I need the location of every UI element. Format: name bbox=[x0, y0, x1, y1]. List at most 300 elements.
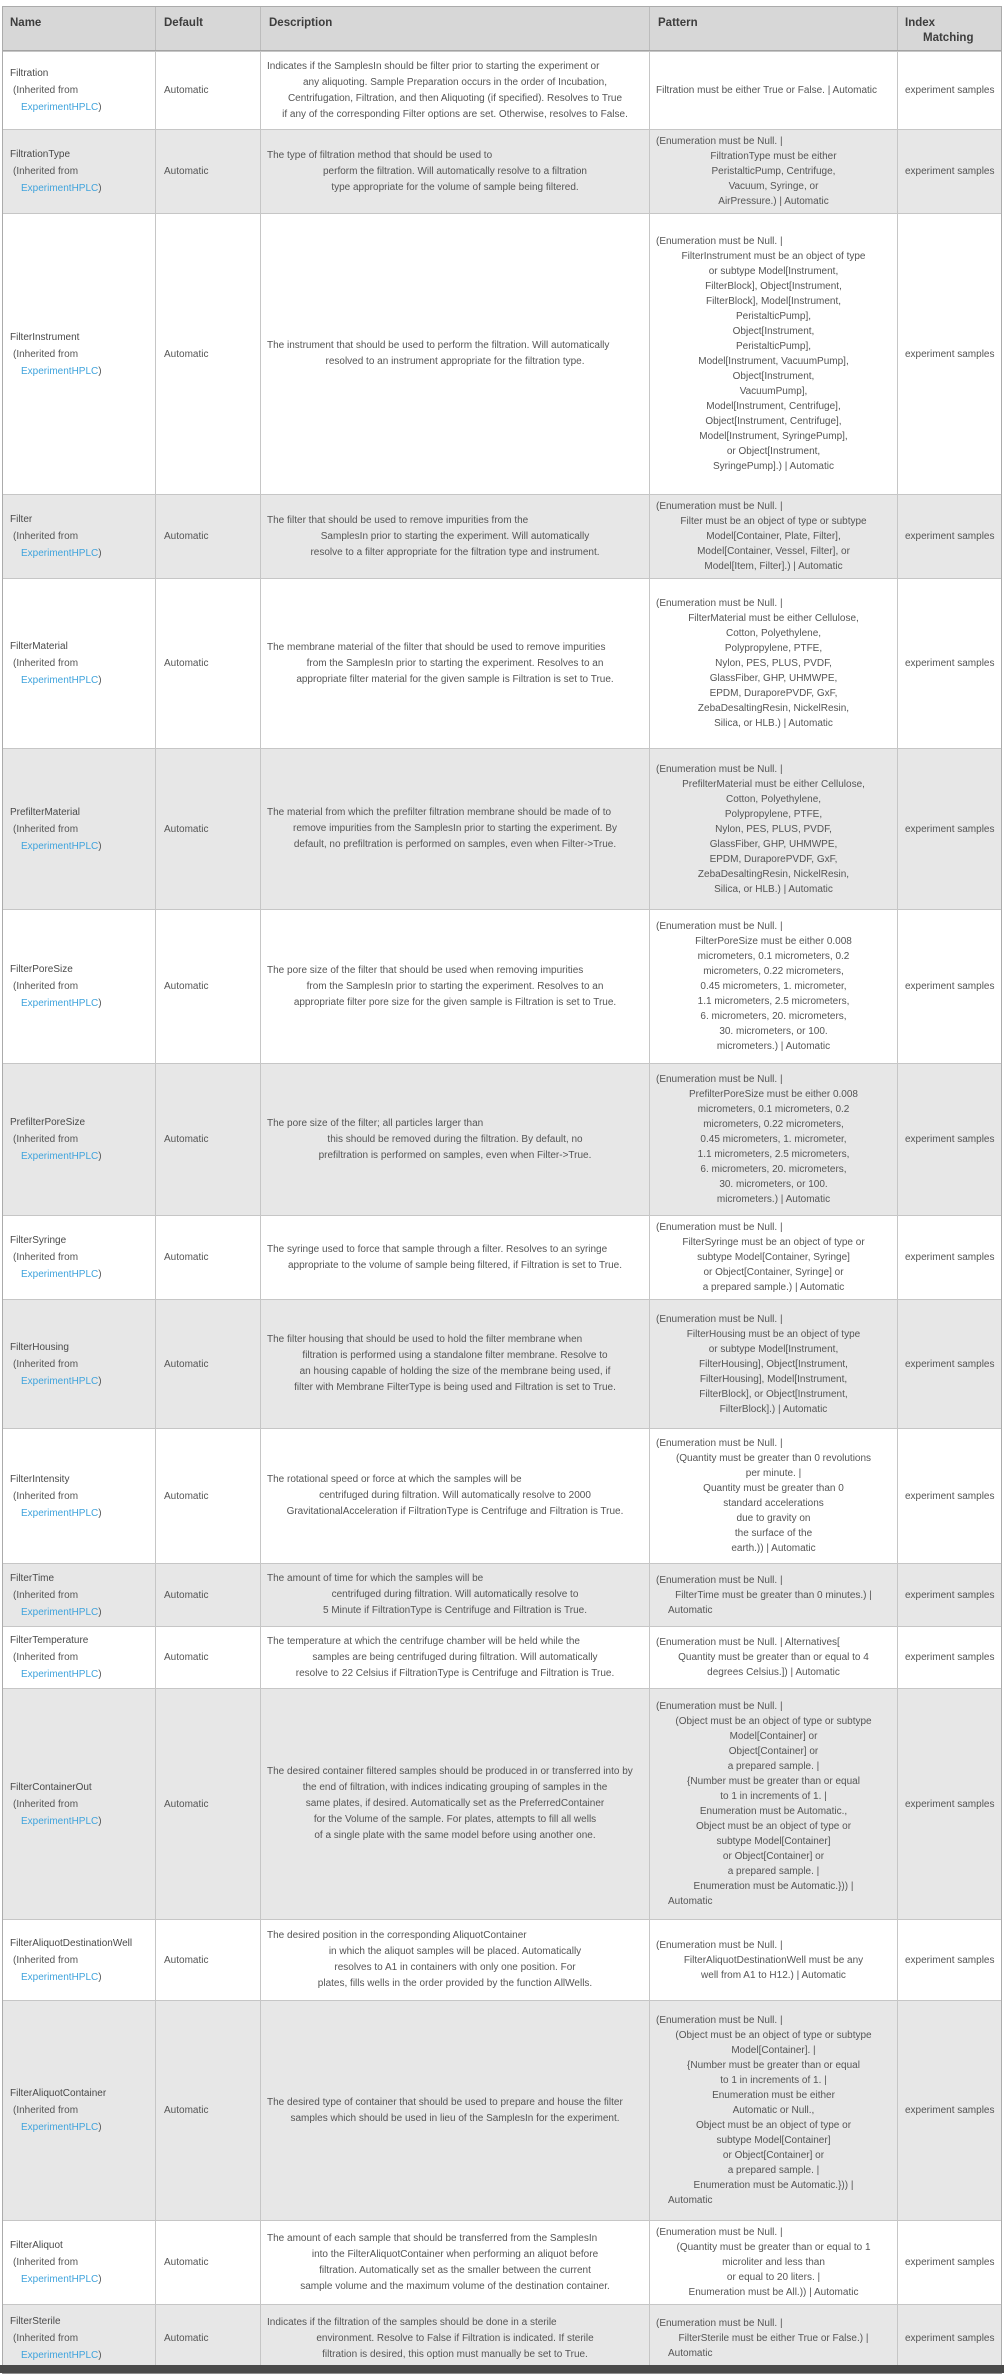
text-line: Indicates if the SamplesIn should be filter prior to starting the experiment or bbox=[267, 60, 600, 72]
text-line: a prepared sample. | bbox=[727, 1761, 820, 1772]
option-name: FilterSterile bbox=[10, 2316, 61, 2327]
text-line: PeristalticPump, Centrifuge, bbox=[711, 166, 836, 177]
pattern-cell bbox=[650, 2305, 898, 2372]
option-name-cell bbox=[3, 52, 156, 129]
option-name: FilterAliquot bbox=[10, 2240, 63, 2251]
option-name-cell bbox=[3, 2001, 156, 2220]
inherited-from-label: (Inherited from bbox=[13, 658, 79, 669]
inherited-from-line bbox=[10, 363, 149, 380]
text-line: The syringe used to force that sample through a filter. Resolves to an syringe bbox=[267, 1243, 608, 1255]
text-line: Automatic bbox=[668, 2348, 713, 2359]
text-line: prefiltration is performed on samples, even when Filter->True. bbox=[318, 1149, 592, 1161]
description-cell bbox=[261, 1429, 650, 1563]
bottom-scrollbar[interactable] bbox=[0, 2365, 1004, 2373]
default-cell bbox=[156, 1920, 261, 2000]
text-line: Filtration must be either True or False. | Automatic bbox=[656, 85, 878, 96]
inherited-from-line bbox=[10, 672, 149, 689]
table-row bbox=[3, 1563, 1001, 1626]
column-header-index-matching bbox=[898, 7, 1001, 50]
default-value: Automatic bbox=[164, 85, 209, 96]
experiment-hplc-link[interactable]: ExperimentHPLC bbox=[21, 1151, 99, 1162]
table-row bbox=[3, 1626, 1001, 1688]
description-cell bbox=[261, 1689, 650, 1919]
text-line: type appropriate for the volume of sample being filtered. bbox=[331, 181, 579, 193]
description-cell bbox=[261, 130, 650, 213]
option-name-cell bbox=[3, 214, 156, 494]
text-line: (Enumeration must be Null. | bbox=[656, 1701, 783, 1712]
default-value: Automatic bbox=[164, 658, 209, 669]
pattern-cell bbox=[650, 1064, 898, 1215]
text-line: Quantity must be greater than or equal to 4 bbox=[678, 1652, 869, 1663]
experiment-hplc-link[interactable]: ExperimentHPLC bbox=[21, 102, 99, 113]
experiment-hplc-link[interactable]: ExperimentHPLC bbox=[21, 183, 99, 194]
index-matching-cell bbox=[898, 1627, 1001, 1688]
inherited-from-line bbox=[10, 180, 149, 197]
text-line: Object must be an object of type or bbox=[695, 2120, 852, 2131]
inherited-from-label: (Inherited from bbox=[13, 166, 79, 177]
text-line: from the SamplesIn prior to starting the experiment. Resolves to an bbox=[306, 657, 604, 669]
text-line: Quantity must be greater than 0 bbox=[703, 1483, 844, 1494]
table-header-row bbox=[3, 7, 1001, 51]
experiment-hplc-link[interactable]: ExperimentHPLC bbox=[21, 1269, 99, 1280]
pattern-cell bbox=[650, 1564, 898, 1626]
text-line: Object[Instrument, bbox=[732, 371, 815, 382]
text-line: this should be removed during the filtration. By default, no bbox=[327, 1133, 583, 1145]
experiment-hplc-link[interactable]: ExperimentHPLC bbox=[21, 998, 99, 1009]
closing-paren: ) bbox=[98, 1507, 102, 1519]
text-line: Model[Container, Vessel, Filter], or bbox=[697, 546, 850, 557]
table-row bbox=[3, 909, 1001, 1063]
description-cell bbox=[261, 2001, 650, 2220]
text-line: a prepared sample. | bbox=[727, 2165, 820, 2176]
index-matching-cell bbox=[898, 495, 1001, 578]
column-header-name-label: Name bbox=[10, 17, 42, 29]
text-line: PrefilterPoreSize must be either 0.008 bbox=[689, 1089, 858, 1100]
text-line: 1.1 micrometers, 2.5 micrometers, bbox=[697, 996, 850, 1007]
experiment-hplc-link[interactable]: ExperimentHPLC bbox=[21, 1669, 99, 1680]
inherited-from-line bbox=[10, 2271, 149, 2288]
default-cell bbox=[156, 214, 261, 494]
pattern-cell bbox=[650, 2221, 898, 2304]
text-line: 0.45 micrometers, 1. micrometer, bbox=[700, 981, 847, 992]
closing-paren: ) bbox=[98, 548, 102, 559]
text-line: (Quantity must be greater than or equal to 1 bbox=[676, 2242, 871, 2253]
text-line: 6. micrometers, 20. micrometers, bbox=[700, 1164, 847, 1175]
default-value: Automatic bbox=[164, 348, 209, 360]
text-line: Model[Item, Filter].) | Automatic bbox=[704, 561, 843, 572]
closing-paren: ) bbox=[98, 998, 102, 1009]
option-name-cell bbox=[3, 1564, 156, 1626]
inherited-from-label: (Inherited from bbox=[13, 981, 79, 992]
inherited-from-line bbox=[10, 99, 149, 116]
text-line: The desired container filtered samples should be produced in or transferred into by bbox=[267, 1766, 633, 1777]
index-matching-cell bbox=[898, 749, 1001, 909]
text-line: (Quantity must be greater than 0 revolutions bbox=[675, 1453, 872, 1464]
pattern-cell bbox=[650, 1627, 898, 1688]
text-line: a prepared sample. | bbox=[727, 1866, 820, 1877]
text-line: an housing capable of holding the size of the membrane being used, if bbox=[299, 1366, 611, 1377]
text-line: micrometers.) | Automatic bbox=[716, 1041, 831, 1052]
default-value: Automatic bbox=[164, 166, 209, 177]
text-line: 1.1 micrometers, 2.5 micrometers, bbox=[697, 1149, 850, 1160]
index-matching-cell bbox=[898, 910, 1001, 1063]
experiment-hplc-link[interactable]: ExperimentHPLC bbox=[21, 1507, 99, 1519]
text-line: The filter housing that should be used to hold the filter membrane when bbox=[267, 1334, 583, 1345]
text-line: the end of filtration, with indices indicating grouping of samples in the bbox=[302, 1782, 608, 1793]
index-matching-cell bbox=[898, 52, 1001, 129]
table-row bbox=[3, 1299, 1001, 1428]
index-matching-value: experiment samples bbox=[905, 1252, 995, 1263]
text-line: Model[Instrument, Centrifuge], bbox=[706, 401, 841, 412]
option-name-cell bbox=[3, 2221, 156, 2304]
option-name: FilterInstrument bbox=[10, 331, 80, 343]
experiment-hplc-link[interactable]: ExperimentHPLC bbox=[21, 548, 99, 559]
default-value: Automatic bbox=[164, 1252, 209, 1263]
text-line: Silica, or HLB.) | Automatic bbox=[714, 883, 833, 895]
text-line: micrometers, 0.22 micrometers, bbox=[703, 966, 844, 977]
text-line: FilterSyringe must be an object of type or bbox=[682, 1237, 865, 1248]
experiment-hplc-link[interactable]: ExperimentHPLC bbox=[21, 2350, 99, 2361]
index-matching-cell bbox=[898, 1064, 1001, 1215]
pattern-cell bbox=[650, 579, 898, 748]
default-value: Automatic bbox=[164, 823, 209, 835]
inherited-from-line bbox=[10, 2119, 149, 2136]
index-matching-value: experiment samples bbox=[905, 658, 995, 669]
inherited-from-label: (Inherited from bbox=[13, 2257, 79, 2268]
default-cell bbox=[156, 52, 261, 129]
inherited-from-line bbox=[10, 2347, 149, 2364]
text-line: from the SamplesIn prior to starting the experiment. Resolves to an bbox=[306, 980, 604, 992]
option-name-cell bbox=[3, 130, 156, 213]
text-line: FilterMaterial must be either Cellulose, bbox=[688, 613, 859, 624]
table-row bbox=[3, 1688, 1001, 1919]
default-cell bbox=[156, 910, 261, 1063]
text-line: well from A1 to H12.) | Automatic bbox=[701, 1969, 846, 1981]
inherited-from-label: (Inherited from bbox=[13, 2105, 79, 2116]
text-line: (Enumeration must be Null. | bbox=[656, 1313, 783, 1325]
option-name: FilterTime bbox=[10, 1572, 55, 1584]
index-matching-cell bbox=[898, 1429, 1001, 1563]
description-cell bbox=[261, 2221, 650, 2304]
text-line: The temperature at which the centrifuge chamber will be held while the bbox=[267, 1635, 580, 1647]
index-matching-value: experiment samples bbox=[905, 85, 995, 96]
index-matching-cell bbox=[898, 1216, 1001, 1299]
text-line: filter with Membrane FilterType is being used and Filtration is set to True. bbox=[294, 1382, 616, 1393]
text-line: AirPressure.) | Automatic bbox=[718, 196, 829, 207]
text-line: Enumeration must be Automatic., bbox=[699, 1806, 848, 1817]
inherited-from-line bbox=[10, 545, 149, 562]
text-line: FilterBlock], or Object[Instrument, bbox=[699, 1388, 848, 1400]
index-matching-cell bbox=[898, 130, 1001, 213]
inherited-from-label: (Inherited from bbox=[13, 1652, 79, 1663]
text-line: micrometers, 0.22 micrometers, bbox=[703, 1119, 844, 1130]
option-name: FilterSyringe bbox=[10, 1235, 67, 1246]
text-line: (Enumeration must be Null. | bbox=[656, 1438, 783, 1449]
index-matching-cell bbox=[898, 2001, 1001, 2220]
text-line: resolves to A1 in containers with only one position. For bbox=[334, 1962, 576, 1973]
text-line: GravitationalAcceleration if FiltrationType is Centrifuge and Filtration is True. bbox=[286, 1506, 624, 1517]
experiment-hplc-link[interactable]: ExperimentHPLC bbox=[21, 1375, 99, 1387]
text-line: (Enumeration must be Null. | bbox=[656, 763, 783, 775]
text-line: micrometers.) | Automatic bbox=[716, 1194, 831, 1205]
table-row bbox=[3, 1919, 1001, 2000]
index-matching-value: experiment samples bbox=[905, 1490, 995, 1502]
text-line: GlassFiber, GHP, UHMWPE, bbox=[709, 838, 838, 850]
text-line: The membrane material of the filter that should be used to remove impurities bbox=[267, 641, 606, 653]
text-line: or Object[Container] or bbox=[722, 2150, 825, 2161]
description-cell bbox=[261, 52, 650, 129]
text-line: The filter that should be used to remove impurities from the bbox=[267, 514, 529, 526]
closing-paren: ) bbox=[98, 1375, 102, 1387]
text-line: The type of filtration method that should be used to bbox=[267, 149, 493, 161]
index-matching-value: experiment samples bbox=[905, 166, 995, 177]
index-matching-cell bbox=[898, 1300, 1001, 1428]
table-row bbox=[3, 51, 1001, 129]
default-cell bbox=[156, 2305, 261, 2372]
text-line: a prepared sample.) | Automatic bbox=[702, 1282, 845, 1293]
text-line: perform the filtration. Will automatically resolve to a filtration bbox=[323, 165, 587, 177]
default-cell bbox=[156, 1429, 261, 1563]
option-name: PrefilterPoreSize bbox=[10, 1117, 86, 1128]
text-line: earth.)) | Automatic bbox=[731, 1543, 816, 1554]
text-line: Automatic bbox=[668, 2195, 713, 2206]
column-header-pattern bbox=[650, 7, 898, 50]
default-cell bbox=[156, 130, 261, 213]
text-line: Enumeration must be All.)) | Automatic bbox=[688, 2287, 859, 2298]
pattern-cell bbox=[650, 1689, 898, 1919]
text-line: filtration. Automatically set as the smaller between the current bbox=[319, 2264, 591, 2276]
text-line: Model[Instrument, SyringePump], bbox=[699, 431, 848, 442]
experiment-hplc-link[interactable]: ExperimentHPLC bbox=[21, 1815, 99, 1827]
text-line: The material from which the prefilter filtration membrane should be made of to bbox=[267, 807, 612, 818]
text-line: Automatic or Null., bbox=[732, 2105, 815, 2116]
text-line: Enumeration must be either bbox=[712, 2090, 835, 2101]
option-name: PrefilterMaterial bbox=[10, 806, 81, 818]
text-line: to 1 in increments of 1. | bbox=[720, 1791, 827, 1802]
text-line: samples which should be used in lieu of the SamplesIn for the experiment. bbox=[290, 2112, 620, 2124]
text-line: FilterPoreSize must be either 0.008 bbox=[695, 936, 852, 947]
inherited-from-label: (Inherited from bbox=[13, 1589, 79, 1601]
description-cell bbox=[261, 579, 650, 748]
table-row bbox=[3, 1215, 1001, 1299]
description-cell bbox=[261, 910, 650, 1063]
index-matching-value: experiment samples bbox=[905, 1798, 995, 1810]
description-cell bbox=[261, 1627, 650, 1688]
default-cell bbox=[156, 1689, 261, 1919]
index-matching-cell bbox=[898, 2221, 1001, 2304]
inherited-from-line bbox=[10, 1266, 149, 1283]
closing-paren: ) bbox=[98, 2350, 102, 2361]
text-line: centrifuged during filtration. Will automatically resolve to 2000 bbox=[319, 1490, 591, 1501]
inherited-from-line bbox=[10, 1813, 149, 1830]
option-name-cell bbox=[3, 1920, 156, 2000]
closing-paren: ) bbox=[98, 1269, 102, 1280]
table-row bbox=[3, 2000, 1001, 2220]
text-line: standard accelerations bbox=[723, 1498, 824, 1509]
inherited-from-label: (Inherited from bbox=[13, 2333, 79, 2344]
text-line: 6. micrometers, 20. micrometers, bbox=[700, 1011, 847, 1022]
text-line: {Number must be greater than or equal bbox=[687, 2060, 860, 2071]
description-cell bbox=[261, 1920, 650, 2000]
text-line: PeristalticPump], bbox=[735, 341, 812, 352]
text-line: (Enumeration must be Null. | bbox=[656, 921, 783, 932]
text-line: resolve to a filter appropriate for the filtration type and instrument. bbox=[310, 546, 600, 558]
index-matching-value: experiment samples bbox=[905, 1589, 995, 1601]
option-name: Filtration bbox=[10, 68, 49, 79]
text-line: ZebaDesaltingResin, NickelResin, bbox=[697, 868, 850, 880]
default-value: Automatic bbox=[164, 2105, 209, 2116]
index-matching-value: experiment samples bbox=[905, 1358, 995, 1370]
option-name: FilterAliquotContainer bbox=[10, 2088, 107, 2099]
text-line: subtype Model[Container, Syringe] bbox=[697, 1252, 850, 1263]
inherited-from-label: (Inherited from bbox=[13, 1134, 79, 1145]
inherited-from-line bbox=[10, 838, 149, 855]
text-line: into the FilterAliquotContainer when performing an aliquot before bbox=[311, 2248, 599, 2260]
table-body bbox=[3, 51, 1001, 2372]
text-line: (Enumeration must be Null. | bbox=[656, 2227, 783, 2238]
text-line: 5 Minute if FiltrationType is Centrifuge and Filtration is True. bbox=[322, 1605, 587, 1616]
text-line: FiltrationType must be either bbox=[710, 151, 837, 162]
index-matching-cell bbox=[898, 214, 1001, 494]
option-name: FiltrationType bbox=[10, 149, 71, 160]
inherited-from-label: (Inherited from bbox=[13, 85, 79, 96]
index-matching-value: experiment samples bbox=[905, 2333, 995, 2344]
text-line: appropriate to the volume of sample being filtered, if Filtration is set to True. bbox=[287, 1259, 623, 1271]
experiment-hplc-link[interactable]: ExperimentHPLC bbox=[21, 1606, 99, 1618]
text-line: sample volume and the maximum volume of the destination container. bbox=[300, 2280, 610, 2292]
text-line: same plates, if desired. Automatically set as the PreferredContainer bbox=[305, 1798, 605, 1809]
option-name-cell bbox=[3, 910, 156, 1063]
text-line: EPDM, DuraporePVDF, GxF, bbox=[709, 853, 838, 865]
default-cell bbox=[156, 2001, 261, 2220]
text-line: any aliquoting. Sample Preparation occurs in the order of Incubation, bbox=[302, 76, 608, 88]
default-cell bbox=[156, 579, 261, 748]
text-line: (Enumeration must be Null. | bbox=[656, 1939, 783, 1951]
inherited-from-label: (Inherited from bbox=[13, 1798, 79, 1810]
text-line: SamplesIn prior to starting the experiment. Will automatically bbox=[320, 530, 590, 542]
column-header-description-label: Description bbox=[269, 17, 333, 29]
text-line: 0.45 micrometers, 1. micrometer, bbox=[700, 1134, 847, 1145]
text-line: the surface of the bbox=[734, 1528, 813, 1539]
index-matching-value: experiment samples bbox=[905, 981, 995, 992]
text-line: FilterAliquotDestinationWell must be any bbox=[683, 1954, 864, 1966]
default-value: Automatic bbox=[164, 981, 209, 992]
text-line: VacuumPump], bbox=[739, 386, 808, 397]
text-line: or subtype Model[Instrument, bbox=[708, 266, 839, 277]
inherited-from-label: (Inherited from bbox=[13, 531, 79, 542]
options-table bbox=[2, 6, 1002, 2374]
default-cell bbox=[156, 749, 261, 909]
option-name: FilterIntensity bbox=[10, 1473, 70, 1485]
option-name: FilterHousing bbox=[10, 1341, 69, 1353]
closing-paren: ) bbox=[98, 1971, 102, 1983]
inherited-from-line bbox=[10, 1505, 149, 1522]
text-line: Silica, or HLB.) | Automatic bbox=[714, 718, 833, 729]
option-name: FilterMaterial bbox=[10, 641, 68, 652]
table-row bbox=[3, 1063, 1001, 1215]
default-cell bbox=[156, 1064, 261, 1215]
experiment-hplc-link[interactable]: ExperimentHPLC bbox=[21, 1971, 99, 1983]
text-line: micrometers, 0.1 micrometers, 0.2 bbox=[697, 951, 850, 962]
text-line: in which the aliquot samples will be placed. Automatically bbox=[328, 1946, 582, 1957]
text-line: The amount of each sample that should be transferred from the SamplesIn bbox=[267, 2232, 598, 2244]
default-value: Automatic bbox=[164, 1954, 209, 1966]
pattern-cell bbox=[650, 214, 898, 494]
text-line: (Object must be an object of type or subtype bbox=[675, 2030, 872, 2041]
inherited-from-label: (Inherited from bbox=[13, 1358, 79, 1370]
table-row bbox=[3, 2220, 1001, 2304]
default-value: Automatic bbox=[164, 1589, 209, 1601]
closing-paren: ) bbox=[98, 675, 102, 686]
column-header-index-label: Index bbox=[905, 17, 936, 29]
text-line: for the Volume of the sample. For plates, attempts to fill all wells bbox=[313, 1814, 597, 1825]
text-line: FilterSterile must be either True or False.) | bbox=[678, 2333, 869, 2344]
text-line: Object[Instrument, Centrifuge], bbox=[705, 416, 842, 427]
default-value: Automatic bbox=[164, 2333, 209, 2344]
option-name: FilterContainerOut bbox=[10, 1781, 92, 1793]
closing-paren: ) bbox=[98, 365, 102, 377]
text-line: Object must be an object of type or bbox=[695, 1821, 852, 1832]
option-name-cell bbox=[3, 1216, 156, 1299]
text-line: FilterHousing], Model[Instrument, bbox=[699, 1373, 848, 1385]
text-line: Model[Container] or bbox=[729, 1731, 818, 1742]
text-line: or Object[Instrument, bbox=[726, 446, 821, 457]
option-name-cell bbox=[3, 495, 156, 578]
text-line: PeristalticPump], bbox=[735, 311, 812, 322]
pattern-cell bbox=[650, 1300, 898, 1428]
closing-paren: ) bbox=[98, 2122, 102, 2133]
default-cell bbox=[156, 1627, 261, 1688]
closing-paren: ) bbox=[98, 1606, 102, 1618]
text-line: The pore size of the filter that should be used when removing impurities bbox=[267, 964, 584, 976]
text-line: Nylon, PES, PLUS, PVDF, bbox=[715, 823, 832, 835]
option-name-cell bbox=[3, 749, 156, 909]
closing-paren: ) bbox=[98, 102, 102, 113]
text-line: resolve to 22 Celsius if FiltrationType is Centrifuge and Filtration is True. bbox=[295, 1667, 615, 1679]
text-line: 30. micrometers, or 100. bbox=[719, 1179, 828, 1190]
option-name-cell bbox=[3, 1627, 156, 1688]
default-value: Automatic bbox=[164, 1798, 209, 1810]
pattern-cell bbox=[650, 910, 898, 1063]
text-line: samples are being centrifuged during filtration. Will automatically bbox=[312, 1651, 598, 1663]
experiment-hplc-link[interactable]: ExperimentHPLC bbox=[21, 840, 99, 852]
text-line: or Object[Container, Syringe] or bbox=[703, 1267, 844, 1278]
text-line: EPDM, DuraporePVDF, GxF, bbox=[709, 688, 838, 699]
text-line: centrifuged during filtration. Will automatically resolve to bbox=[331, 1589, 579, 1600]
inherited-from-line bbox=[10, 1666, 149, 1683]
experiment-hplc-link[interactable]: ExperimentHPLC bbox=[21, 2122, 99, 2133]
table-row bbox=[3, 494, 1001, 578]
experiment-hplc-link[interactable]: ExperimentHPLC bbox=[21, 365, 99, 377]
experiment-hplc-link[interactable]: ExperimentHPLC bbox=[21, 2274, 99, 2285]
text-line: plates, fills wells in the order provided by the function AllWells. bbox=[317, 1978, 593, 1989]
text-line: (Enumeration must be Null. | bbox=[656, 1074, 783, 1085]
closing-paren: ) bbox=[98, 1669, 102, 1680]
text-line: degrees Celsius.]) | Automatic bbox=[707, 1667, 840, 1678]
text-line: GlassFiber, GHP, UHMWPE, bbox=[709, 673, 838, 684]
table-row bbox=[3, 1428, 1001, 1563]
text-line: or subtype Model[Instrument, bbox=[708, 1343, 839, 1355]
inherited-from-label: (Inherited from bbox=[13, 348, 79, 360]
experiment-hplc-link[interactable]: ExperimentHPLC bbox=[21, 675, 99, 686]
default-cell bbox=[156, 2221, 261, 2304]
text-line: The pore size of the filter; all particles larger than bbox=[267, 1117, 484, 1129]
text-line: FilterBlock], Model[Instrument, bbox=[705, 296, 842, 307]
text-line: or Object[Container] or bbox=[722, 1851, 825, 1862]
table-row bbox=[3, 748, 1001, 909]
index-matching-value: experiment samples bbox=[905, 348, 995, 360]
inherited-from-line bbox=[10, 1373, 149, 1390]
